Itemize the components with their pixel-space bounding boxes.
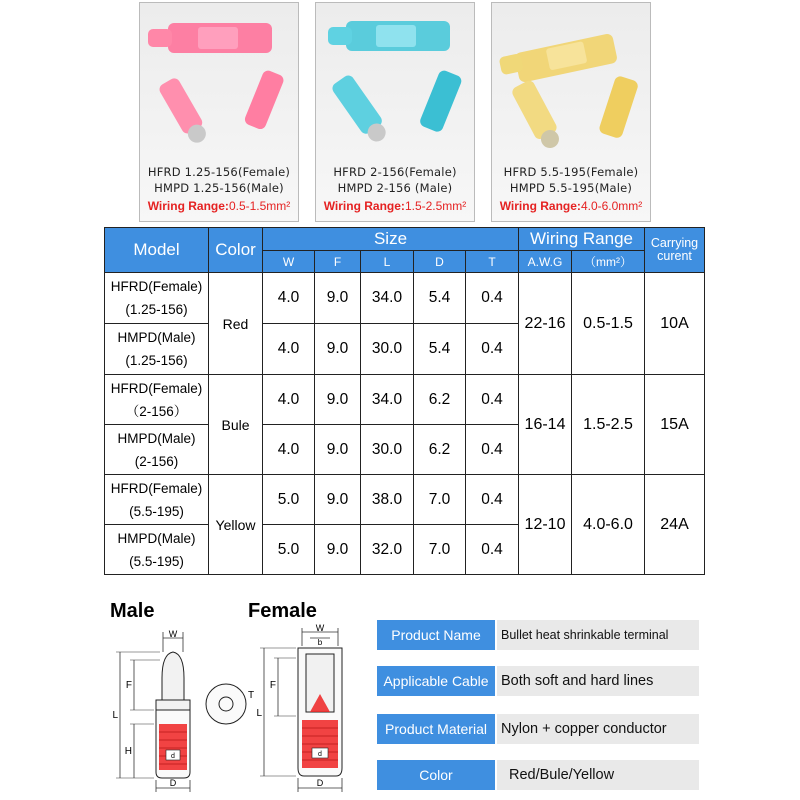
f-cell: 9.0	[315, 525, 361, 575]
model-code: (5.5-195)	[129, 553, 184, 569]
l-cell: 34.0	[361, 375, 414, 425]
dim-l-label: L	[256, 708, 262, 719]
t-cell: 0.4	[466, 475, 519, 525]
wiring-range-value: 4.0-6.0mm²	[580, 199, 643, 213]
wiring-range-key: Wiring Range:	[499, 199, 581, 213]
model-cell	[105, 525, 209, 575]
wiring-range-value: 0.5-1.5mm²	[228, 199, 291, 213]
model-cell	[105, 425, 209, 475]
product-name-value: Bullet heat shrinkable terminal	[497, 620, 699, 650]
w-cell: 5.0	[263, 525, 315, 575]
awg-cell: 16-14	[519, 375, 572, 475]
l-cell: 38.0	[361, 475, 414, 525]
model-cell	[105, 375, 209, 425]
f-cell: 9.0	[315, 425, 361, 475]
header-t: T	[466, 251, 519, 273]
male-model-label: HMPD 5.5-195(Male)	[509, 181, 633, 195]
header-l: L	[361, 251, 414, 273]
dim-d-label: D	[316, 778, 324, 788]
w-cell: 4.0	[263, 375, 315, 425]
female-title: Female	[248, 600, 317, 622]
f-cell: 9.0	[315, 273, 361, 324]
header-carrying-current	[645, 228, 705, 273]
product-card-red	[139, 2, 299, 222]
current-cell: 24A	[645, 475, 705, 575]
header-w: W	[263, 251, 315, 273]
model-code: (5.5-195)	[129, 503, 184, 519]
male-model-label: HMPD 1.25-156(Male)	[154, 181, 284, 195]
dim-b-label: b	[317, 638, 323, 647]
color-cell: Bule	[209, 375, 263, 475]
wiring-range-label	[492, 199, 650, 213]
dim-d-small-label: d	[318, 751, 322, 758]
d-cell: 5.4	[414, 273, 466, 324]
d-cell: 6.2	[414, 375, 466, 425]
model-name: HFRD(Female)	[110, 380, 203, 396]
l-cell: 34.0	[361, 273, 414, 324]
model-code: (1.25-156)	[125, 302, 188, 317]
w-cell: 4.0	[263, 425, 315, 475]
female-model-label: HFRD 5.5-195(Female)	[503, 165, 639, 179]
color-cell: Red	[209, 273, 263, 375]
product-material-label: Product Material	[377, 714, 495, 744]
f-cell: 9.0	[315, 375, 361, 425]
male-title: Male	[110, 600, 155, 622]
dim-w-label: W	[168, 629, 178, 639]
applicable-cable-value: Both soft and hard lines	[497, 666, 699, 696]
d-cell: 7.0	[414, 525, 466, 575]
table-row	[105, 475, 705, 525]
header-carrying-line2: curent	[657, 249, 692, 263]
model-cell	[105, 324, 209, 375]
color-value: Red/Bule/Yellow	[497, 760, 699, 790]
w-cell: 4.0	[263, 324, 315, 375]
header-wiring-range: Wiring Range	[519, 228, 645, 251]
spec-table	[104, 227, 705, 575]
model-cell	[105, 273, 209, 324]
table-row	[105, 273, 705, 324]
female-model-label: HFRD 2-156(Female)	[333, 165, 457, 179]
header-model: Model	[105, 228, 209, 273]
model-name: HFRD(Female)	[110, 279, 203, 294]
header-carrying-line1: Carrying	[650, 236, 699, 250]
applicable-cable-label: Applicable Cable	[377, 666, 495, 696]
terminal-photo-red	[140, 3, 298, 153]
model-code: (1.25-156)	[125, 353, 188, 368]
male-terminal-diagram	[104, 628, 254, 796]
header-mm2: （mm²）	[572, 251, 645, 273]
header-f: F	[315, 251, 361, 273]
color-label: Color	[377, 760, 495, 790]
d-cell: 7.0	[414, 475, 466, 525]
model-code: (2-156)	[134, 453, 179, 469]
awg-cell: 22-16	[519, 273, 572, 375]
f-cell: 9.0	[315, 475, 361, 525]
model-name: HFRD(Female)	[110, 480, 203, 496]
wiring-range-key: Wiring Range:	[323, 199, 405, 213]
wiring-range-label	[316, 199, 474, 213]
product-card-yellow	[491, 2, 651, 222]
model-name: HMPD(Male)	[117, 530, 196, 546]
w-cell: 4.0	[263, 273, 315, 324]
t-cell: 0.4	[466, 425, 519, 475]
header-d: D	[414, 251, 466, 273]
dim-d-label: D	[169, 778, 177, 788]
color-cell: Yellow	[209, 475, 263, 575]
mm2-cell: 4.0-6.0	[572, 475, 645, 575]
product-card-blue	[315, 2, 475, 222]
wiring-range-key: Wiring Range:	[147, 199, 229, 213]
header-color: Color	[209, 228, 263, 273]
t-cell: 0.4	[466, 273, 519, 324]
header-awg: A.W.G	[519, 251, 572, 273]
current-cell: 10A	[645, 273, 705, 375]
mm2-cell: 1.5-2.5	[572, 375, 645, 475]
female-model-label: HFRD 1.25-156(Female)	[147, 165, 291, 179]
awg-cell: 12-10	[519, 475, 572, 575]
model-name: HMPD(Male)	[117, 330, 196, 345]
l-cell: 30.0	[361, 425, 414, 475]
w-cell: 5.0	[263, 475, 315, 525]
d-cell: 5.4	[414, 324, 466, 375]
d-cell: 6.2	[414, 425, 466, 475]
model-name: HMPD(Male)	[117, 430, 196, 446]
t-cell: 0.4	[466, 324, 519, 375]
male-model-label: HMPD 2-156 (Male)	[337, 181, 453, 195]
f-cell: 9.0	[315, 324, 361, 375]
t-cell: 0.4	[466, 525, 519, 575]
dim-w-label: W	[315, 624, 325, 633]
wiring-range-value: 1.5-2.5mm²	[404, 199, 467, 213]
dim-f-label: F	[125, 680, 132, 691]
dim-d-small-label: d	[171, 753, 175, 760]
model-code: （2-156）	[125, 403, 188, 419]
product-material-value: Nylon + copper conductor	[497, 714, 699, 744]
wiring-range-label	[140, 199, 298, 213]
product-name-label: Product Name	[377, 620, 495, 650]
l-cell: 32.0	[361, 525, 414, 575]
header-size: Size	[263, 228, 519, 251]
t-cell: 0.4	[466, 375, 519, 425]
terminal-photo-yellow	[492, 3, 650, 153]
model-cell	[105, 475, 209, 525]
l-cell: 30.0	[361, 324, 414, 375]
terminal-photo-blue	[316, 3, 474, 153]
mm2-cell: 0.5-1.5	[572, 273, 645, 375]
dim-t-label: T	[248, 690, 254, 701]
current-cell: 15A	[645, 375, 705, 475]
dim-l-label: L	[112, 710, 118, 721]
dim-f-label: F	[269, 680, 276, 691]
female-terminal-diagram	[250, 624, 370, 796]
dim-h-label: H	[124, 746, 132, 757]
table-row	[105, 375, 705, 425]
